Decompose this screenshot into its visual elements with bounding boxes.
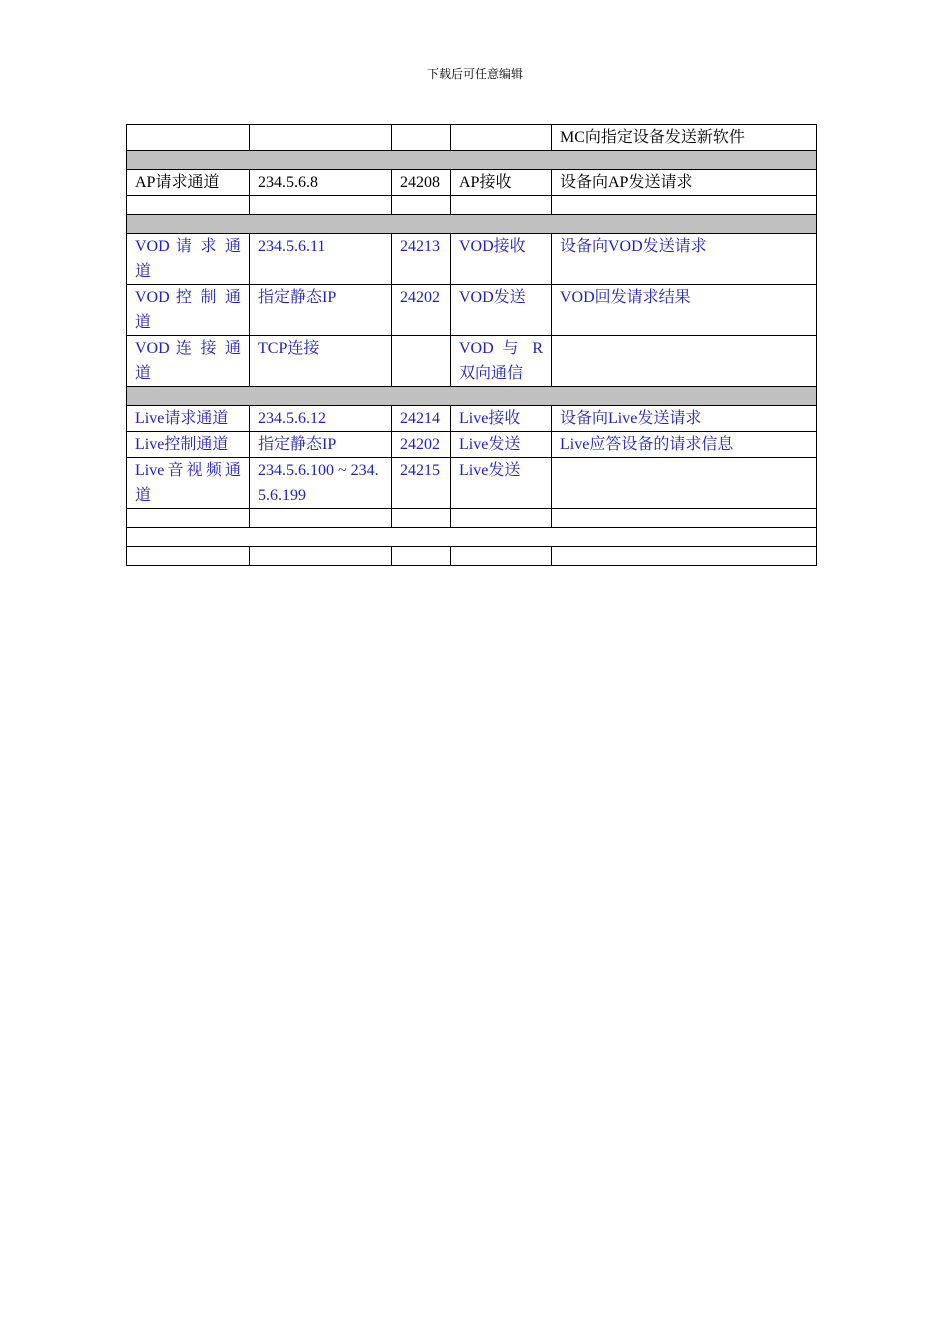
- cell-description: [552, 336, 817, 387]
- empty-cell: [250, 547, 392, 566]
- cell-description: 设备向Live发送请求: [552, 406, 817, 432]
- cell-address: 234.5.6.100 ~ 234.5.6.199: [250, 458, 392, 509]
- cell-address: 指定静态IP: [250, 285, 392, 336]
- cell-description: VOD回发请求结果: [552, 285, 817, 336]
- cell-address: TCP连接: [250, 336, 392, 387]
- table-row: [127, 458, 817, 509]
- page-header-note: 下载后可任意编辑: [426, 67, 523, 81]
- empty-cell: [552, 547, 817, 566]
- cell-channel: Live音视频通道: [127, 458, 250, 509]
- cell-description: 设备向AP发送请求: [552, 170, 817, 196]
- empty-cell: [552, 509, 817, 528]
- cell-description: [552, 458, 817, 509]
- table-row: [127, 234, 817, 285]
- cell-address: 指定静态IP: [250, 432, 392, 458]
- table-row: [127, 336, 817, 387]
- empty-cell: [552, 196, 817, 215]
- cell-role: Live发送: [451, 432, 552, 458]
- table-row: [127, 432, 817, 458]
- table-row: [127, 170, 817, 196]
- empty-row: [127, 196, 817, 215]
- cell-port: 24214: [392, 406, 451, 432]
- section-separator-row: [127, 151, 817, 170]
- cell-port: [392, 336, 451, 387]
- cell-channel: VOD 请 求 通 道: [127, 234, 250, 285]
- cell-role: Live发送: [451, 458, 552, 509]
- empty-cell: [451, 547, 552, 566]
- empty-cell: [392, 196, 451, 215]
- cell-address: 234.5.6.12: [250, 406, 392, 432]
- empty-cell: [250, 509, 392, 528]
- section-separator: [127, 387, 817, 406]
- cell-channel: AP请求通道: [127, 170, 250, 196]
- empty-cell: [392, 547, 451, 566]
- cell-port: 24202: [392, 432, 451, 458]
- empty-merged-cell: [127, 528, 817, 547]
- empty-cell: [127, 547, 250, 566]
- cell-channel: [127, 125, 250, 151]
- empty-cell: [127, 509, 250, 528]
- empty-merged-row: [127, 528, 817, 547]
- cell-port: [392, 125, 451, 151]
- cell-port: 24202: [392, 285, 451, 336]
- cell-role: VOD接收: [451, 234, 552, 285]
- empty-row: [127, 547, 817, 566]
- empty-cell: [127, 196, 250, 215]
- empty-cell: [451, 509, 552, 528]
- cell-channel: VOD 连 接 通 道: [127, 336, 250, 387]
- cell-role: [451, 125, 552, 151]
- cell-port: 24213: [392, 234, 451, 285]
- table-row: [127, 406, 817, 432]
- empty-cell: [451, 196, 552, 215]
- cell-channel: Live控制通道: [127, 432, 250, 458]
- empty-cell: [392, 509, 451, 528]
- cell-role: Live接收: [451, 406, 552, 432]
- cell-port: 24215: [392, 458, 451, 509]
- cell-port: 24208: [392, 170, 451, 196]
- cell-description: Live应答设备的请求信息: [552, 432, 817, 458]
- section-separator: [127, 151, 817, 170]
- table-row: [127, 125, 817, 151]
- section-separator-row: [127, 387, 817, 406]
- table-row: [127, 285, 817, 336]
- section-separator: [127, 215, 817, 234]
- cell-address: 234.5.6.8: [250, 170, 392, 196]
- cell-role: VOD 与 R 双向通信: [451, 336, 552, 387]
- cell-channel: Live请求通道: [127, 406, 250, 432]
- cell-role: AP接收: [451, 170, 552, 196]
- cell-description: MC向指定设备发送新软件: [552, 125, 817, 151]
- cell-role: VOD发送: [451, 285, 552, 336]
- cell-description: 设备向VOD发送请求: [552, 234, 817, 285]
- empty-cell: [250, 196, 392, 215]
- channel-table: [126, 124, 817, 566]
- empty-row: [127, 509, 817, 528]
- cell-address: 234.5.6.11: [250, 234, 392, 285]
- cell-address: [250, 125, 392, 151]
- section-separator-row: [127, 215, 817, 234]
- cell-channel: VOD 控 制 通 道: [127, 285, 250, 336]
